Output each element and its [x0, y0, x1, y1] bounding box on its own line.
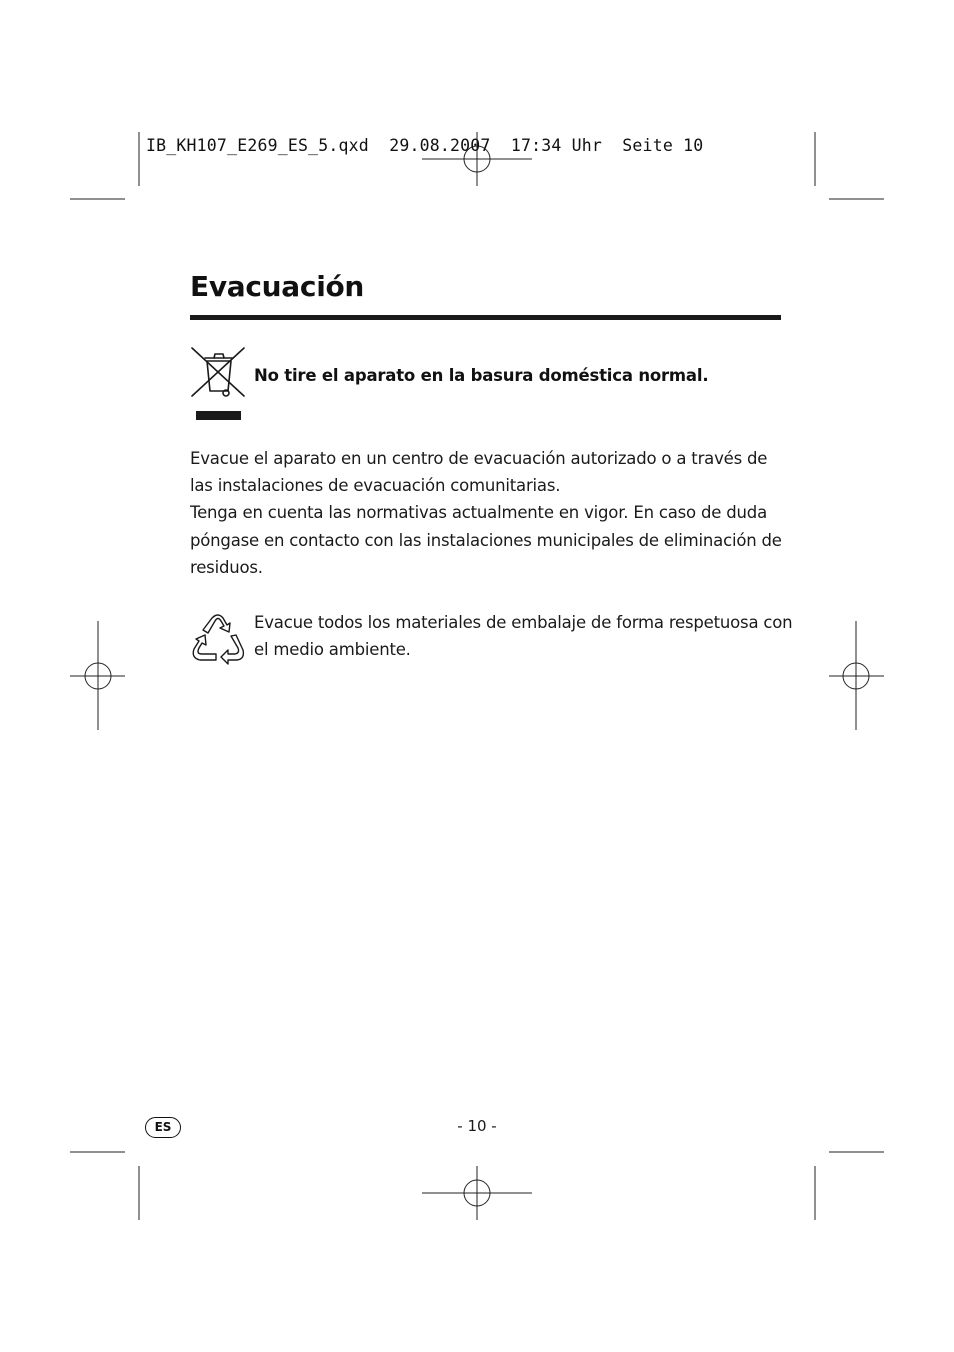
print-slug: IB_KH107_E269_ES_5.qxd 29.08.2007 17:34 Uhr Seite 10 — [146, 136, 704, 155]
language-badge: ES — [145, 1117, 181, 1138]
recycling-notice-text: Evacue todos los materiales de embalaje de forma respetuosa con el medio ambiente. — [254, 613, 793, 660]
disposal-instructions — [190, 445, 790, 581]
section-title: Evacuación — [190, 270, 365, 303]
recycling-icon — [191, 613, 245, 665]
disposal-paragraph: Evacue el aparato en un centro de evacuación autorizado o a través de las instalaciones de evacuación comunitarias. — [190, 449, 768, 496]
title-underline — [190, 315, 781, 320]
registration-mark-right — [829, 621, 884, 730]
page-number: - 10 - — [457, 1117, 497, 1135]
registration-mark-bottom — [422, 1166, 532, 1220]
weee-notice-text: No tire el aparato en la basura doméstica normal. — [254, 366, 709, 385]
crossed-out-wheelie-bin-icon — [190, 346, 246, 422]
registration-mark-left — [70, 621, 125, 730]
regulations-paragraph: Tenga en cuenta las normativas actualmente en vigor. En caso de duda póngase en contacto con las instalaciones municipales de eliminación de residuos. — [190, 503, 782, 577]
